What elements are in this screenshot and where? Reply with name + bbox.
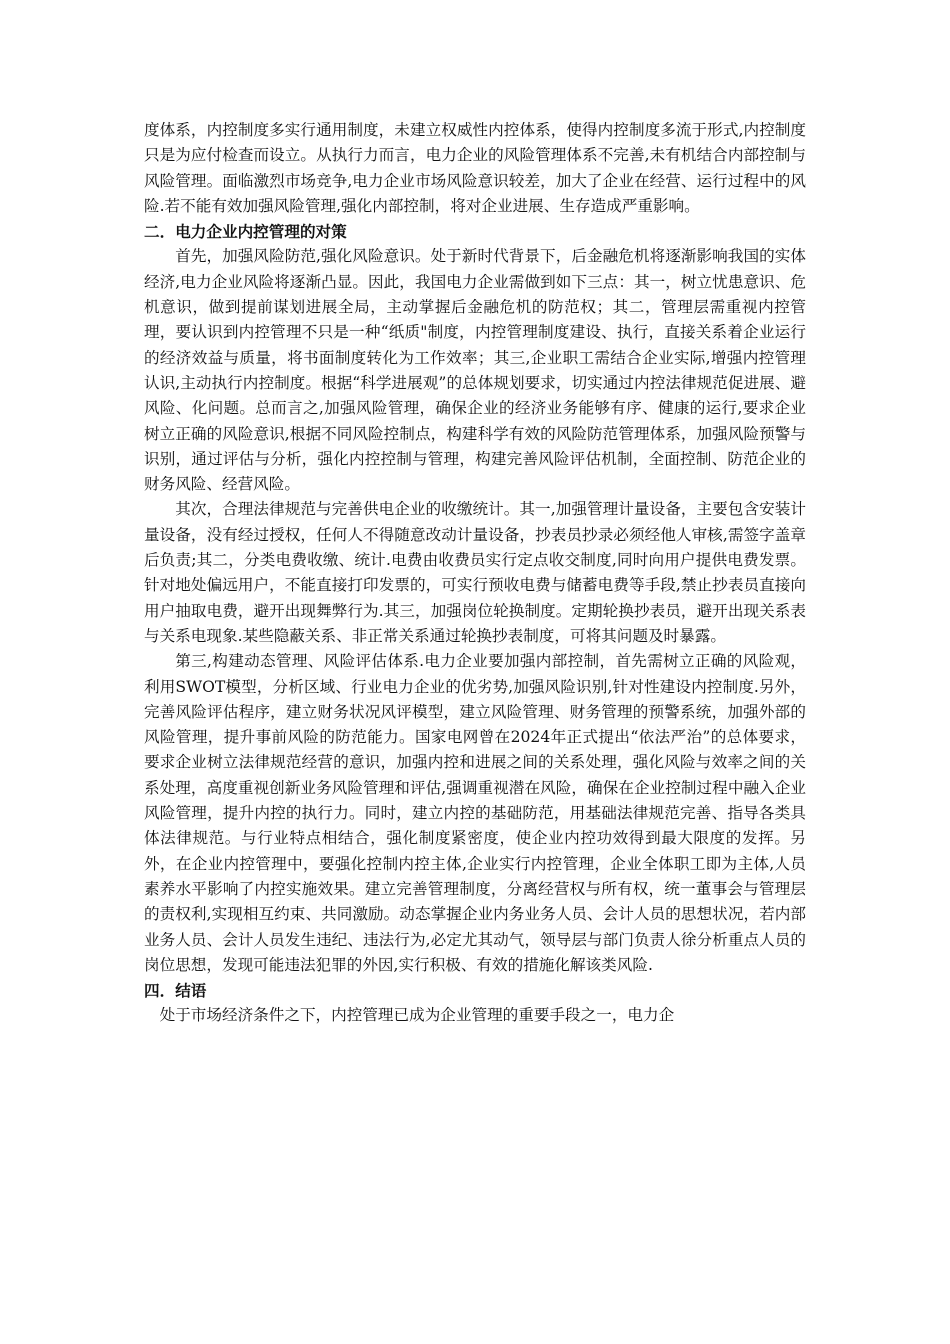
paragraph-risk-system-continued: 度体系，内控制度多实行通用制度，未建立权威性内控体系，使得内控制度多流于形式,内控制度只是为应付检查而设立。从执行力而言，电力企业的风险管理体系不完善,未有机结合内部控制与风险管理。面临激烈市场竞争,电力企业市场风险意识较差，加大了企业在经营、运行过程中的风险.若不能有效加强风险管理,强化内部控制，将对企业进展、生存造成严重影响。 <box>144 121 806 215</box>
document-body <box>144 118 806 1029</box>
section-heading-countermeasures: 二．电力企业内控管理的对策 <box>144 222 347 242</box>
paragraph-conclusion: 处于市场经济条件之下，内控管理已成为企业管理的重要手段之一，电力企 <box>159 1006 675 1025</box>
section-heading-conclusion: 四．结语 <box>144 981 207 1001</box>
paragraph-second-measure: 其次，合理法律规范与完善供电企业的收缴统计。其一,加强管理计量设备，主要包含安装计量设备，没有经过授权，任何人不得随意改动计量设备，抄表员抄录必须经他人审核,需签字盖章后负责;其二，分类电费收缴、统计.电费由收费员实行定点收交制度,同时向用户提供电费发票。针对地处偏远用户，不能直接打印发票的，可实行预收电费与储蓄电费等手段,禁止抄表员直接向用户抽取电费，避开出现舞弊行为.其三，加强岗位轮换制度。定期轮换抄表员，避开出现关系表与关系电现象.某些隐蔽关系、非正常关系通过轮换抄表制度，可将其问题及时暴露。 <box>144 500 806 645</box>
paragraph-third-measure: 第三,构建动态管理、风险评估体系.电力企业要加强内部控制，首先需树立正确的风险观，利用SWOT模型，分析区域、行业电力企业的优劣势,加强风险识别,针对性建设内控制度.另外，完善风险评估程序，建立财务状况风评模型，建立风险管理、财务管理的预警系统，加强外部的风险管理，提升事前风险的防范能力。国家电网曾在2024年正式提出“依法严治”的总体要求，要求企业树立法律规范经营的意识，加强内控和进展之间的关系处理，强化风险与效率之间的关系处理，高度重视创新业务风险管理和评估,强调重视潜在风险，确保在企业控制过程中融入企业风险管理，提升内控的执行力。同时，建立内控的基础防范，用基础法律规范完善、指导各类具体法律规范。与行业特点相结合，强化制度紧密度，使企业内控功效得到最大限度的发挥。另外，在企业内控管理中，要强化控制内控主体,企业实行内控管理，企业全体职工即为主体,人员素养水平影响了内控实施效果。建立完善管理制度，分离经营权与所有权，统一董事会与管理层的责权利,实现相互约束、共同激励。动态掌握企业内务业务人员、会计人员的思想状况，若内部业务人员、会计人员发生违纪、违法行为,必定尤其动气，领导层与部门负责人徐分析重点人员的岗位思想，发现可能违法犯罪的外因,实行积极、有效的措施化解该类风险. <box>144 652 806 974</box>
paragraph-first-measure: 首先，加强风险防范,强化风险意识。处于新时代背景下，后金融危机将逐渐影响我国的实体经济,电力企业风险将逐渐凸显。因此，我国电力企业需做到如下三点：其一，树立忧患意识、危机意识，做到提前谋划进展全局，主动掌握后金融危机的防范权；其二，管理层需重视内控管理，要认识到内控管理不只是一种“纸质"制度，内控管理制度建设、执行，直接关系着企业运行的经济效益与质量，将书面制度转化为工作效率；其三,企业职工需结合企业实际,增强内控管理认识,主动执行内控制度。根据“科学进展观”的总体规划要求，切实通过内控法律规范促进展、避风险、化问题。总而言之,加强风险管理，确保企业的经济业务能够有序、健康的运行,要求企业树立正确的风险意识,根据不同风险控制点，构建科学有效的风险防范管理体系，加强风险预警与识别，通过评估与分析，强化内控控制与管理，构建完善风险评估机制，全面控制、防范企业的财务风险、经营风险。 <box>144 247 806 494</box>
